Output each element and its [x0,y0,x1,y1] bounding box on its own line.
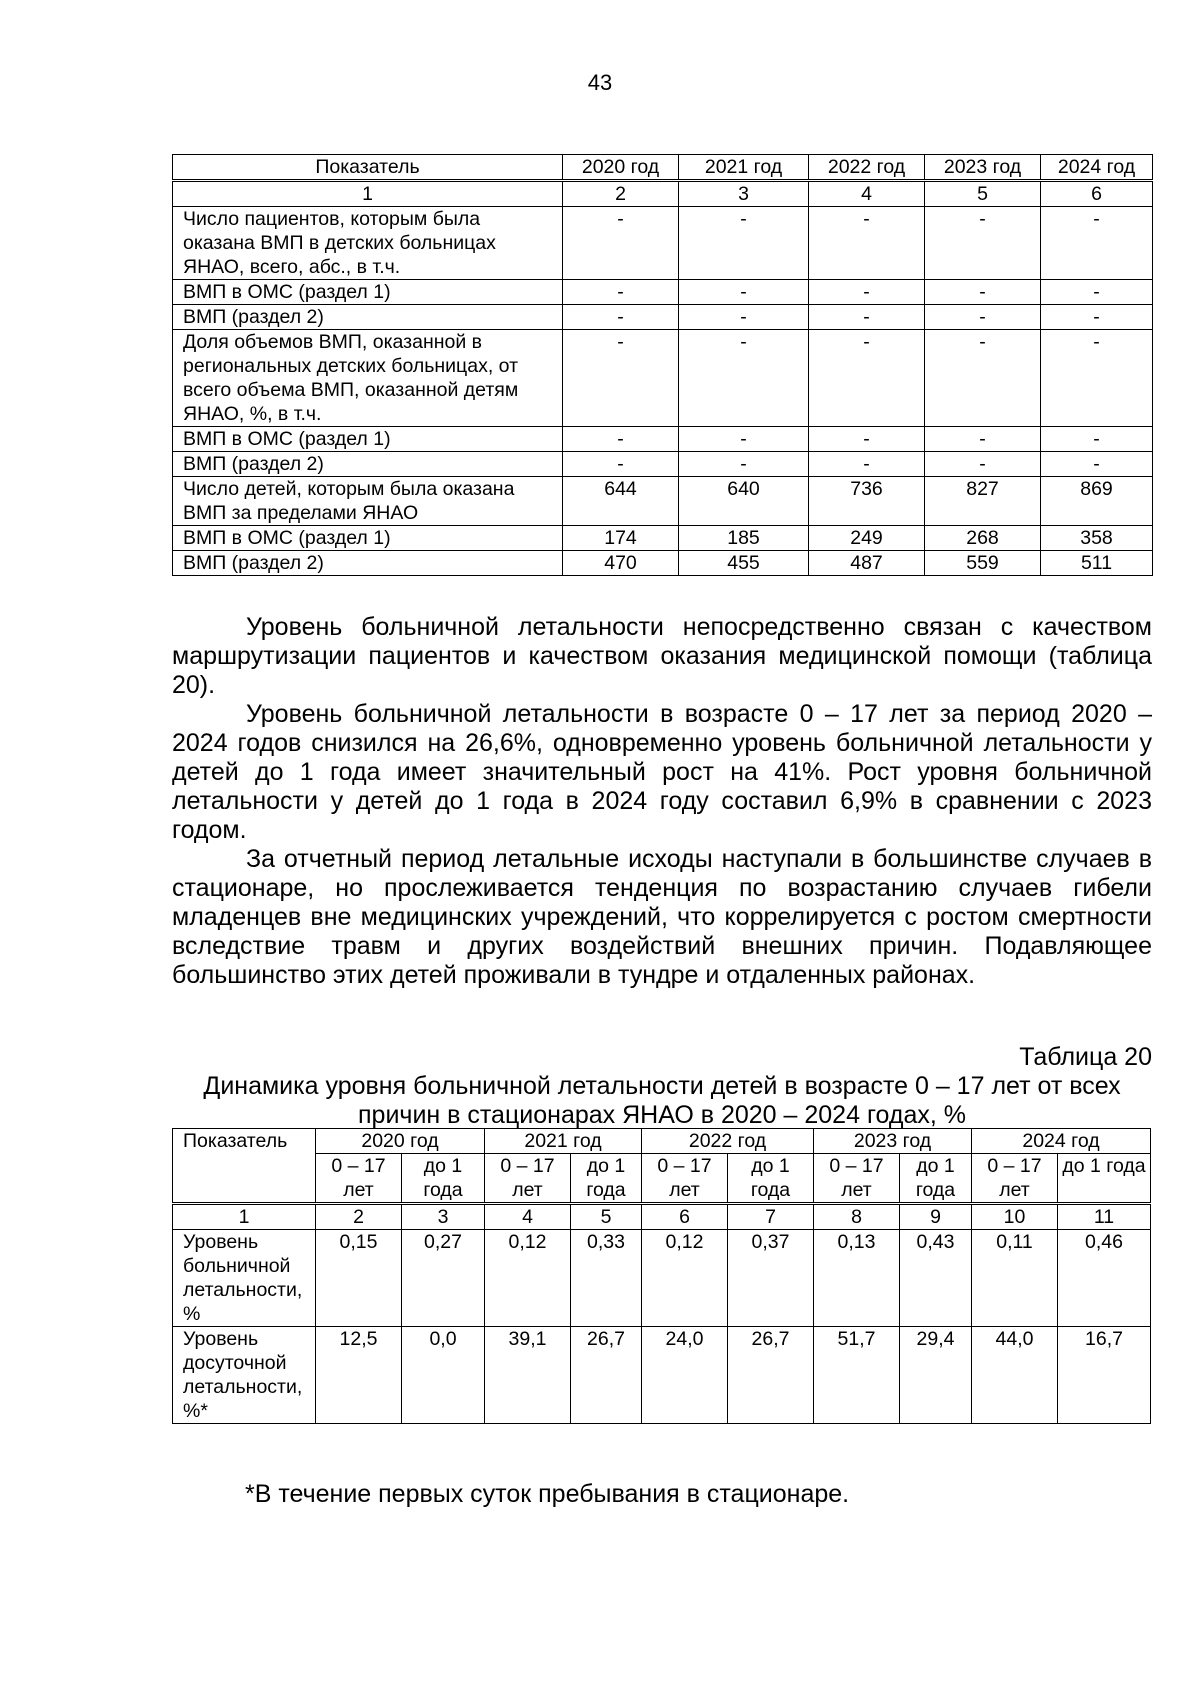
table-cell: 487 [809,551,925,576]
table-cell: - [925,280,1041,305]
table-cell: 358 [1041,526,1153,551]
table-cell: - [809,452,925,477]
column-header: 2021 год [679,155,809,181]
row-label: Уровень досуточной летальности, %* [173,1327,316,1424]
table-cell: 0,12 [642,1230,728,1327]
age-subheader: 0 – 17 лет [642,1154,728,1204]
index-cell: 5 [925,181,1041,207]
table-cell: 559 [925,551,1041,576]
column-header: Показатель [173,1129,316,1204]
row-label: ВМП (раздел 2) [173,452,563,477]
table-cell: 0,12 [485,1230,571,1327]
body-text [172,613,1152,990]
row-label: ВМП (раздел 2) [173,551,563,576]
table-row [173,427,1153,452]
table-row [173,305,1153,330]
table-cell: - [1041,280,1153,305]
table-cell: 0,13 [814,1230,900,1327]
table-cell: - [925,305,1041,330]
mortality-table [172,1128,1151,1424]
table-cell: 0,46 [1058,1230,1151,1327]
table-cell: - [1041,452,1153,477]
column-header: 2024 год [1041,155,1153,181]
table-cell: 51,7 [814,1327,900,1424]
table-cell: - [679,452,809,477]
table-cell: 174 [563,526,679,551]
table-row [173,551,1153,576]
row-label: ВМП в ОМС (раздел 1) [173,427,563,452]
year-header: 2021 год [485,1129,642,1154]
age-subheader: до 1 года [900,1154,972,1204]
age-subheader: 0 – 17 лет [485,1154,571,1204]
row-label: ВМП в ОМС (раздел 1) [173,526,563,551]
table-title: Динамика уровня больничной летальности детей в возрасте 0 – 17 лет от всех причин в стационарах ЯНАО в 2020 – 2024 годах, % [203,1072,1121,1129]
age-subheader: до 1 года [728,1154,814,1204]
age-subheader: до 1 года [571,1154,642,1204]
year-header: 2020 год [316,1129,485,1154]
table-cell: - [563,452,679,477]
row-label: ВМП (раздел 2) [173,305,563,330]
table-cell: 185 [679,526,809,551]
table-cell: - [679,305,809,330]
index-cell: 4 [485,1204,571,1230]
table-cell: - [563,427,679,452]
table-cell: - [809,305,925,330]
age-subheader: 0 – 17 лет [814,1154,900,1204]
paragraph: Уровень больничной летальности непосредственно связан с качеством маршрутизации пациентов и качеством оказания медицинской помощи (таблица 20). [172,613,1152,699]
index-cell: 6 [642,1204,728,1230]
table-cell: 0,27 [402,1230,485,1327]
table-cell: 26,7 [571,1327,642,1424]
table-cell: 249 [809,526,925,551]
table-cell: 455 [679,551,809,576]
row-label: Число детей, которым была оказана ВМП за пределами ЯНАО [173,477,563,526]
index-cell: 4 [809,181,925,207]
index-cell: 1 [173,181,563,207]
table-cell: - [809,280,925,305]
index-cell: 3 [679,181,809,207]
row-label: Уровень больничной летальности, % [173,1230,316,1327]
table-cell: 24,0 [642,1327,728,1424]
table-cell: 39,1 [485,1327,571,1424]
table-cell: - [563,280,679,305]
age-subheader: до 1 года [1058,1154,1151,1204]
table-row [173,280,1153,305]
footnote: *В течение первых суток пребывания в стационаре. [245,1480,850,1508]
age-subheader: 0 – 17 лет [316,1154,402,1204]
table-cell: - [563,305,679,330]
table-header-row [173,1129,1151,1154]
vmp-table [172,154,1153,576]
table-cell: 0,0 [402,1327,485,1424]
age-subheader: 0 – 17 лет [972,1154,1058,1204]
table-cell: 0,43 [900,1230,972,1327]
column-header: Показатель [173,155,563,181]
table-cell: 26,7 [728,1327,814,1424]
table-cell: - [925,330,1041,427]
table-cell: - [809,427,925,452]
year-header: 2023 год [814,1129,972,1154]
age-subheader: до 1 года [402,1154,485,1204]
table-cell: - [809,330,925,427]
table-row [173,477,1153,526]
index-cell: 3 [402,1204,485,1230]
table-cell: - [679,207,809,280]
row-label: Число пациентов, которым была оказана ВМП в детских больницах ЯНАО, всего, абс., в т.ч. [173,207,563,280]
table-cell: 470 [563,551,679,576]
table-cell: 736 [809,477,925,526]
table-cell: - [563,207,679,280]
index-cell: 8 [814,1204,900,1230]
index-cell: 9 [900,1204,972,1230]
paragraph: Уровень больничной летальности в возрасте 0 – 17 лет за период 2020 – 2024 годов снизился на 26,6%, одновременно уровень больничной летальности у детей до 1 года имеет значительный рост на 41%. Рост уровня больничной летальности у детей до 1 года в 2024 году составил 6,9% в сравнении с 2023 годом. [172,700,1152,844]
table-cell: 869 [1041,477,1153,526]
table-cell: - [1041,207,1153,280]
table-number: Таблица 20 [1019,1043,1152,1071]
table-cell: - [679,427,809,452]
index-cell: 2 [316,1204,402,1230]
table-header-row [173,155,1153,181]
year-header: 2022 год [642,1129,814,1154]
table-cell: - [679,330,809,427]
table-cell: 16,7 [1058,1327,1151,1424]
index-cell: 10 [972,1204,1058,1230]
table-cell: 0,15 [316,1230,402,1327]
table-row [173,452,1153,477]
table-cell: - [925,427,1041,452]
table-cell: 29,4 [900,1327,972,1424]
table-cell: - [563,330,679,427]
row-label: ВМП в ОМС (раздел 1) [173,280,563,305]
table-row [173,1327,1151,1424]
table-cell: 640 [679,477,809,526]
row-label: Доля объемов ВМП, оказанной в региональных детских больницах, от всего объема ВМП, оказанной детям ЯНАО, %, в т.ч. [173,330,563,427]
table-cell: 0,33 [571,1230,642,1327]
paragraph: За отчетный период летальные исходы наступали в большинстве случаев в стационаре, но прослеживается тенденция по возрастанию случаев гибели младенцев вне медицинских учреждений, что коррелируется с ростом смертности вследствие травм и других воздействий внешних причин. Подавляющее большинство этих детей проживали в тундре и отдаленных районах. [172,845,1152,989]
table-row [173,330,1153,427]
table-cell: - [1041,305,1153,330]
index-cell: 7 [728,1204,814,1230]
table-cell: - [925,452,1041,477]
table-cell: 268 [925,526,1041,551]
table-cell: 511 [1041,551,1153,576]
year-header: 2024 год [972,1129,1151,1154]
table-cell: 12,5 [316,1327,402,1424]
table-cell: 0,11 [972,1230,1058,1327]
table-cell: 827 [925,477,1041,526]
index-cell: 2 [563,181,679,207]
table-cell: - [1041,330,1153,427]
table-row [173,207,1153,280]
table-index-row [173,181,1153,207]
index-cell: 6 [1041,181,1153,207]
table-cell: - [1041,427,1153,452]
table-cell: - [925,207,1041,280]
table-cell: - [809,207,925,280]
index-cell: 1 [173,1204,316,1230]
column-header: 2022 год [809,155,925,181]
table-cell: 44,0 [972,1327,1058,1424]
column-header: 2023 год [925,155,1041,181]
column-header: 2020 год [563,155,679,181]
index-cell: 11 [1058,1204,1151,1230]
table-row [173,1230,1151,1327]
table-row [173,526,1153,551]
table-subheader-row [173,1154,1151,1204]
table-cell: 644 [563,477,679,526]
table-cell: - [679,280,809,305]
table-cell: 0,37 [728,1230,814,1327]
table-index-row [173,1204,1151,1230]
page-number: 43 [587,70,613,95]
index-cell: 5 [571,1204,642,1230]
